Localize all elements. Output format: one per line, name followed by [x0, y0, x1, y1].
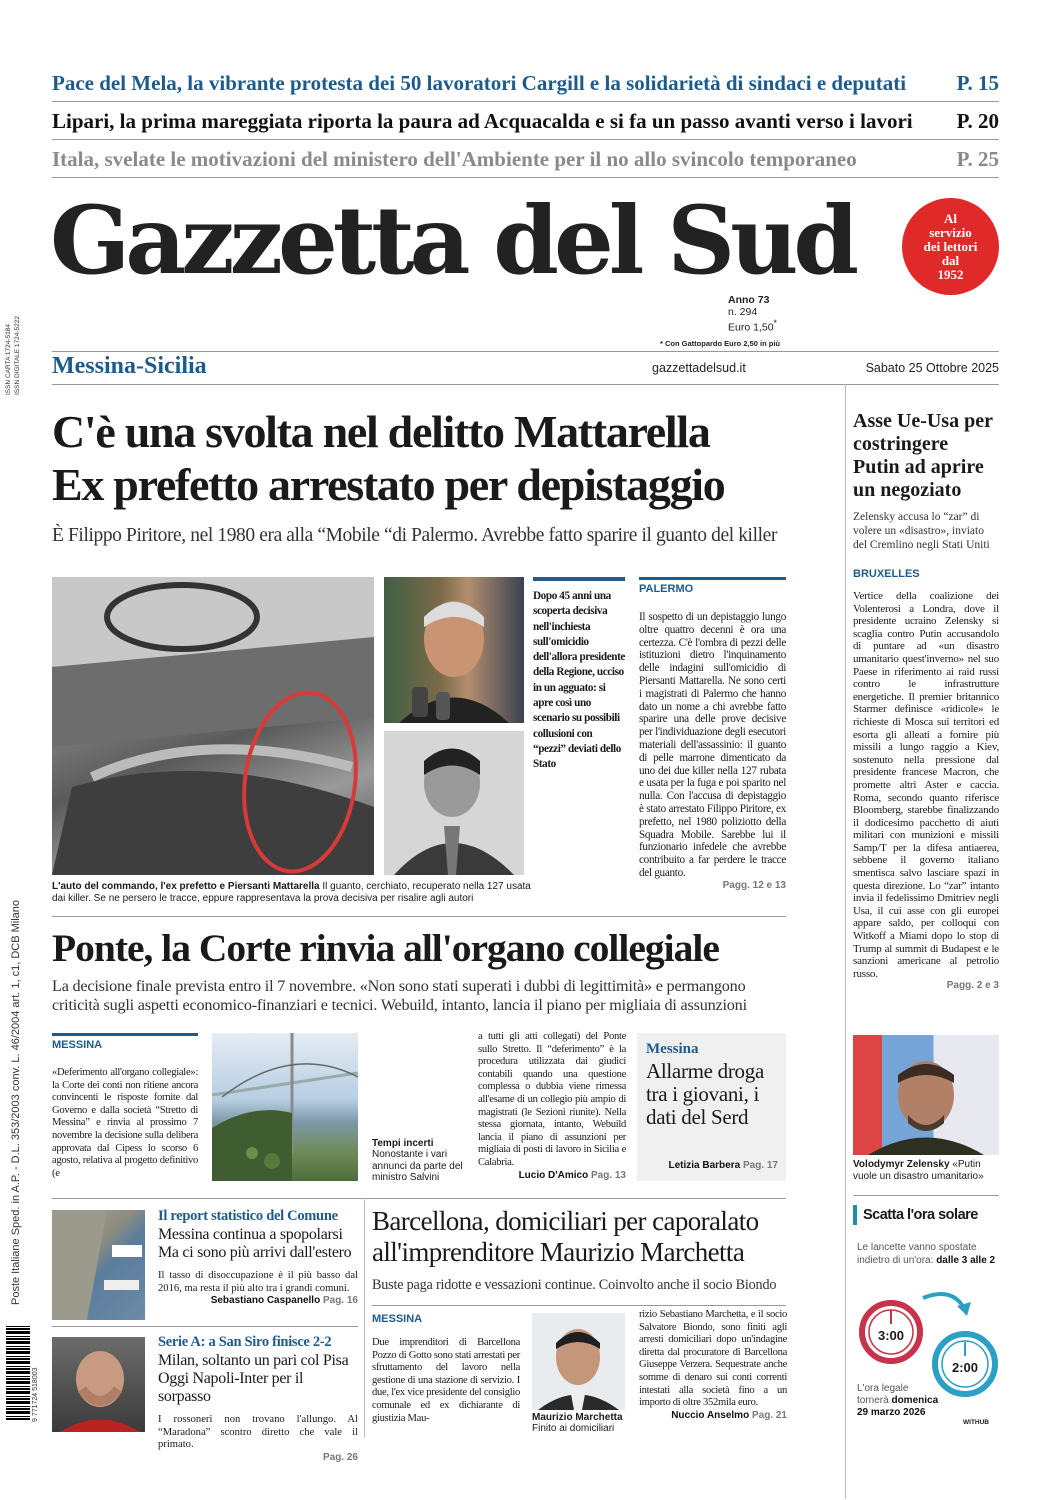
serie-a-body: I rossoneri non trovano l'allungo. Al “Maradona” scontro diretto che vale il primato.	[158, 1414, 358, 1451]
bridge-caption: Tempi incerti Nonostante i vari annunci da parte del ministro Salvini	[372, 1138, 463, 1184]
teaser-2[interactable]	[52, 104, 999, 140]
ora-solare-title: Scatta l'ora solare	[853, 1205, 999, 1225]
droga-box[interactable]	[637, 1033, 786, 1181]
issue-year: Anno 73	[728, 294, 770, 306]
ora-solare-text: Le lancette vanno spostate indietro di un'ora: dalle 3 alle 2	[857, 1242, 996, 1266]
marchetta-caption: Maurizio Marchetta Finito ai domiciliari	[532, 1412, 623, 1435]
ora-legale-text: L'ora legale tornerà domenica 29 marzo 2026	[857, 1383, 939, 1418]
masthead-title: Gazzetta del Sud	[50, 186, 855, 296]
car-photo	[52, 577, 374, 875]
serie-a-headline[interactable]: Milan, soltanto un pari col Pisa Oggi Napoli-Inter per il sorpasso	[158, 1352, 349, 1405]
section-label: MESSINA	[372, 1313, 423, 1325]
zelensky-photo	[853, 1035, 999, 1155]
mattarella-photo	[384, 731, 524, 875]
teaser-1[interactable]	[52, 66, 999, 102]
clock-2: 2:00	[951, 1360, 979, 1375]
barcellona-headline[interactable]: Barcellona, domiciliari per caporalato all'imprenditore Maurizio Marchetta	[372, 1206, 759, 1267]
price-note: * Con Gattopardo Euro 2,50 in più	[660, 339, 781, 348]
lead-sidebar: Dopo 45 anni una scoperta decisiva nell'inchiesta sull'omicidio dell'allora presidente della Regione, ucciso in un agguato: si apre così uno scenario su possibili collusioni con “pezzi” deviati dello Stato	[533, 577, 625, 773]
lead-headline[interactable]: C'è una svolta nel delitto Mattarella Ex prefetto arrestato per depistaggio	[52, 406, 725, 510]
issn-text: ISSN CARTA 1724-5184 ISSN DIGITALE 1724-5222	[5, 315, 21, 395]
teaser-page: P. 25	[956, 147, 999, 171]
issue-price: Euro 1,50*	[728, 318, 777, 334]
barcellona-body-2: rizio Sebastiano Marchetta, e il socio Salvatore Biondo, sono finiti agli arresti domiciliari dopo un'indagine diretta dal procuratore di Barcellona Giuseppe Verzera. Sequestrate anche somme di denaro sui conti correnti intestati alla società fino a un importo di oltre 352mila euro.	[639, 1309, 787, 1409]
ora-solare-box	[853, 1205, 999, 1433]
droga-kicker: Messina	[646, 1041, 699, 1057]
prefect-photo	[384, 577, 524, 723]
teaser-page: P. 20	[956, 109, 999, 133]
ponte-body-2: a tutti gli atti collegati) del Ponte sullo Stretto. Il “deferimento” è la procedura utilizzata dai giudici contabili quando una questione complessa o dubbia viene rimessa all'esame di un collegio più ampio di magistrati (le Sezioni riunite). Nella stessa giornata, intanto, Webuild lancia il piano di assunzioni per migliaia di posti di lavoro in Sicilia e Calabria.	[478, 1031, 626, 1168]
droga-headline: Allarme droga tra i giovani, i dati del Serd	[646, 1059, 764, 1129]
page-ref[interactable]: Letizia Barbera Pag. 17	[668, 1160, 778, 1171]
ponte-headline[interactable]: Ponte, la Corte rinvia all'organo collegiale	[52, 926, 719, 970]
serie-a-kicker: Serie A: a San Siro finisce 2-2	[158, 1334, 332, 1350]
clock-3: 3:00	[877, 1328, 905, 1343]
teaser-text: Lipari, la prima mareggiata riporta la paura ad Acquacalda e si fa un passo avanti verso i lavori	[52, 109, 913, 133]
lead-photo-caption: L'auto del commando, l'ex prefetto e Piersanti Mattarella Il guanto, cerchiato, recuperato nella 127 usata dai killer. Se ne persero le tracce, eppure rappresentava la prova decisiva per risalire agli autori	[52, 881, 531, 904]
right-body: Vertice della coalizione dei Volenterosi a Londra, dove il presidente ucraino Zelensky si scaglia contro Putin accusandolo di puntare ad «un disastro umanitario quest'inverno» nel suo Paese in riferimento ai raid russi contro le infrastrutture energetiche. Il premier britannico Starmer definisce «ridicole» le richieste di Mosca sui territori ed esorta gli alleati a fornire più missili a lungo raggio a Kiev, sostenuto nella pressione dal presidente francese Macron, che promette altri Aster e caccia. Roma, secondo quanto riferisce Bloomberg, starebbe finalizzando il dodicesimo pacchetto di aiuti militari con munizioni e missili Samp/T per la difesa antiaerea, sebbene il governo italiano smentisca salvo lasciare spazi in questa direzione. Lo “zar” intanto invia il fedelissimo Dmitriev negli Usa, il cui asse con gli europei appare saldo, per colloqui con Witkoff a Miami dopo lo stop di Trump al summit di Budapest e le sanzioni americane al petrolio russo.	[853, 590, 999, 980]
barcellona-subhead: Buste paga ridotte e vessazioni continue. Coinvolto anche il socio Biondo	[372, 1277, 777, 1293]
car-photo-image	[52, 577, 374, 875]
barcode-number: 9 771724 518003	[32, 1367, 39, 1422]
ponte-col3	[478, 1031, 626, 1181]
report-kicker: Il report statistico del Comune	[158, 1208, 338, 1224]
report-body: Il tasso di disoccupazione è il più basso dal 2016, ma resta il più alto tra i grandi comuni.	[158, 1270, 358, 1294]
issue-date: Sabato 25 Ottobre 2025	[865, 361, 999, 375]
withub-logo: WITHUB	[963, 1419, 989, 1426]
ponte-subhead: La decisione finale prevista entro il 7 novembre. «Non sono stati superati i dubbi di legittimità» e permangono criticità sugli aspetti economico-finanziari e tecnici. Webuild, intanto, lancia il piano per migliaia di assunzioni	[52, 977, 747, 1014]
report-headline[interactable]: Messina continua a spopolarsi Ma ci sono più arrivi dall'estero	[158, 1226, 352, 1261]
lead-body: Il sospetto di un depistaggio lungo oltre quattro decenni è ora una certezza. C'è l'ombra di pezzi delle istituzioni dietro l'inquinamento delle indagini sull'omicidio di Piersanti Mattarella. Ne sono certi i magistrati di Palermo che hanno dato un nome a chi avrebbe fatto sparire una delle prove decisive per l'individuazione degli esecutori materiali dell'assassinio: il guanto di pelle marrone dimenticato da uno dei due killer nella 127 rubata e usata per la fuga e poi sparito nel nulla. Con l'accusa di depistaggio è stato arrestato Filippo Piritore, ex prefetto, nel 1980 poliziotto della Squadra Mobile. Sarebbe lui il funzionario infedele che avrebbe contribuito a far perdere le tracce del guanto.	[639, 611, 786, 879]
page-ref[interactable]: Lucio D'Amico Pag. 13	[518, 1169, 626, 1181]
lead-column	[639, 577, 786, 891]
right-summary: Zelensky accusa lo “zar” di volere un «disastro», inviato del Cremlino negli Stati Uniti	[853, 511, 990, 551]
issue-number: n. 294	[728, 305, 758, 318]
page-ref[interactable]: Pag. 26	[322, 1451, 358, 1463]
bridge-render	[212, 1033, 358, 1181]
section-label: BRUXELLES	[853, 568, 920, 580]
section-label: PALERMO	[639, 577, 786, 595]
issue-info	[728, 295, 777, 334]
page-ref[interactable]: Pagg. 12 e 13	[722, 879, 786, 891]
page-ref[interactable]: Sebastiano Caspanello Pag. 16	[210, 1295, 358, 1307]
since-1952-badge: Al servizio dei lettori dal 1952	[902, 198, 999, 295]
section-label: MESSINA	[52, 1033, 198, 1051]
barcode	[6, 1325, 30, 1420]
edition-name: Messina-Sicilia	[52, 353, 207, 379]
page-ref[interactable]: Nuccio Anselmo Pag. 21	[671, 1409, 787, 1421]
zelensky-caption: Volodymyr Zelensky «Putin vuole un disastro umanitario»	[853, 1159, 984, 1182]
zelensky-story	[853, 410, 999, 991]
page-ref[interactable]: Pagg. 2 e 3	[946, 980, 999, 992]
report-story	[158, 1208, 358, 1306]
right-column	[845, 384, 846, 1499]
ponte-body-1: «Deferimento all'organo collegiale»: la Corte dei conti non ritiene ancora convincenti le risposte fornite dal Governo e dalla società “Stretto di Messina” e rinvia al prossimo 7 novembre la decisione sulla delibera approvata dal Cipess lo scorso 6 agosto, relativa al progetto definitivo (e	[52, 1067, 198, 1179]
marchetta-photo	[532, 1313, 625, 1410]
ponte-col1	[52, 1033, 198, 1180]
postal-text: Poste Italiane Sped. in A.P. - D.L. 353/2003 conv. L. 46/2004 art. 1, c1, DCB Milano	[10, 899, 22, 1305]
milan-player-photo	[52, 1337, 145, 1432]
barcellona-body-1: Due imprenditori di Barcellona Pozzo di Gotto sono stati arrestati per sfruttamento del lavoro nella gestione di una stazione di servizio. I due, l'ex vice presidente del consiglio comunale ed ex dichiarante di giustizia Mau-	[372, 1337, 520, 1424]
messina-aerial-photo	[52, 1210, 145, 1320]
barcellona-col1	[372, 1313, 520, 1425]
right-headline[interactable]: Asse Ue-Usa per costringere Putin ad aprire un negoziato	[853, 410, 993, 501]
teaser-3[interactable]	[52, 142, 999, 178]
teaser-text: Pace del Mela, la vibrante protesta dei 50 lavoratori Cargill e la solidarietà di sindaci e deputati	[52, 71, 907, 95]
teaser-text: Itala, svelate le motivazioni del ministero dell'Ambiente per il no allo svincolo temporaneo	[52, 147, 857, 171]
barcellona-col3	[639, 1309, 787, 1421]
teaser-page: P. 15	[956, 71, 999, 95]
lead-subhead: È Filippo Piritore, nel 1980 era alla “Mobile “di Palermo. Avrebbe fatto sparire il guanto del killer	[52, 525, 777, 546]
website[interactable]: gazzettadelsud.it	[652, 361, 746, 375]
serie-a-story	[158, 1334, 358, 1463]
